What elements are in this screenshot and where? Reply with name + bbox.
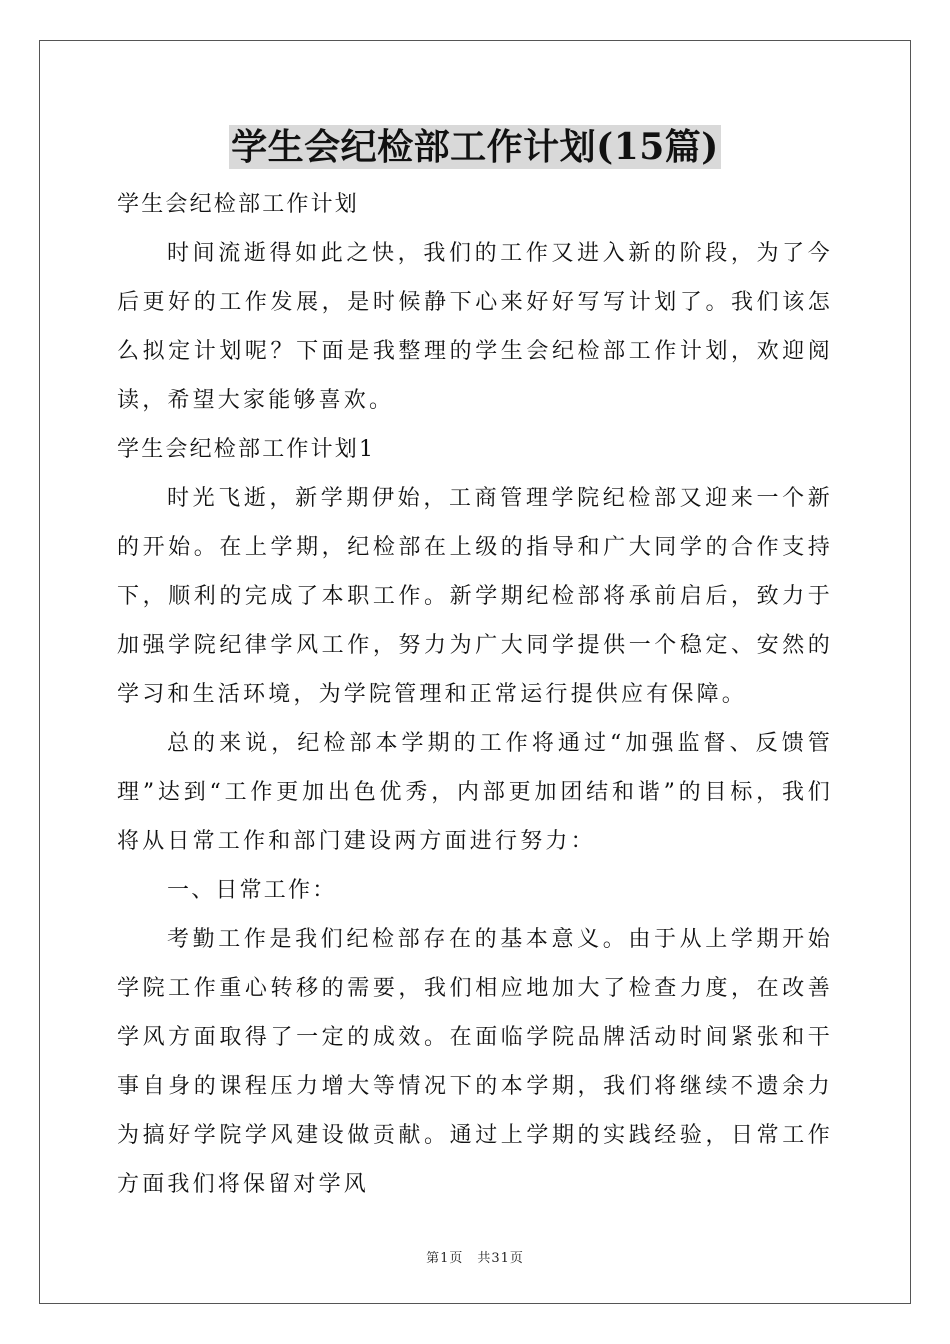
title-container: [0, 125, 950, 169]
body-paragraph: 时光飞逝，新学期伊始，工商管理学院纪检部又迎来一个新的开始。在上学期，纪检部在上级的指导和广大同学的合作支持下，顺利的完成了本职工作。新学期纪检部将承前启后，致力于加强学院纪律学风工作，努力为广大同学提供一个稳定、安然的学习和生活环境，为学院管理和正常运行提供应有保障。: [117, 486, 833, 707]
intro-paragraph: 时间流逝得如此之快，我们的工作又进入新的阶段，为了今后更好的工作发展，是时候静下心来好好写写计划了。我们该怎么拟定计划呢？下面是我整理的学生会纪检部工作计划，欢迎阅读，希望大家能够喜欢。: [117, 241, 833, 413]
body-paragraph: 考勤工作是我们纪检部存在的基本意义。由于从上学期开始学院工作重心转移的需要，我们相应地加大了检查力度，在改善学风方面取得了一定的成效。在面临学院品牌活动时间紧张和干事自身的课程压力增大等情况下的本学期，我们将继续不遗余力为搞好学院学风建设做贡献。通过上学期的实践经验，日常工作方面我们将保留对学风: [117, 927, 833, 1197]
document-body: [117, 180, 833, 1209]
plan-heading: 学生会纪检部工作计划1: [117, 437, 376, 462]
document-title: 学生会纪检部工作计划(15篇): [231, 126, 719, 168]
page-footer: 第1页 共31页: [426, 1251, 524, 1266]
subsection-heading: 一、日常工作：: [167, 878, 337, 903]
body-paragraph: 总的来说，纪检部本学期的工作将通过“加强监督、反馈管理”达到“工作更加出色优秀，内部更加团结和谐”的目标，我们将从日常工作和部门建设两方面进行努力：: [117, 731, 833, 854]
section-heading: 学生会纪检部工作计划: [117, 192, 360, 217]
